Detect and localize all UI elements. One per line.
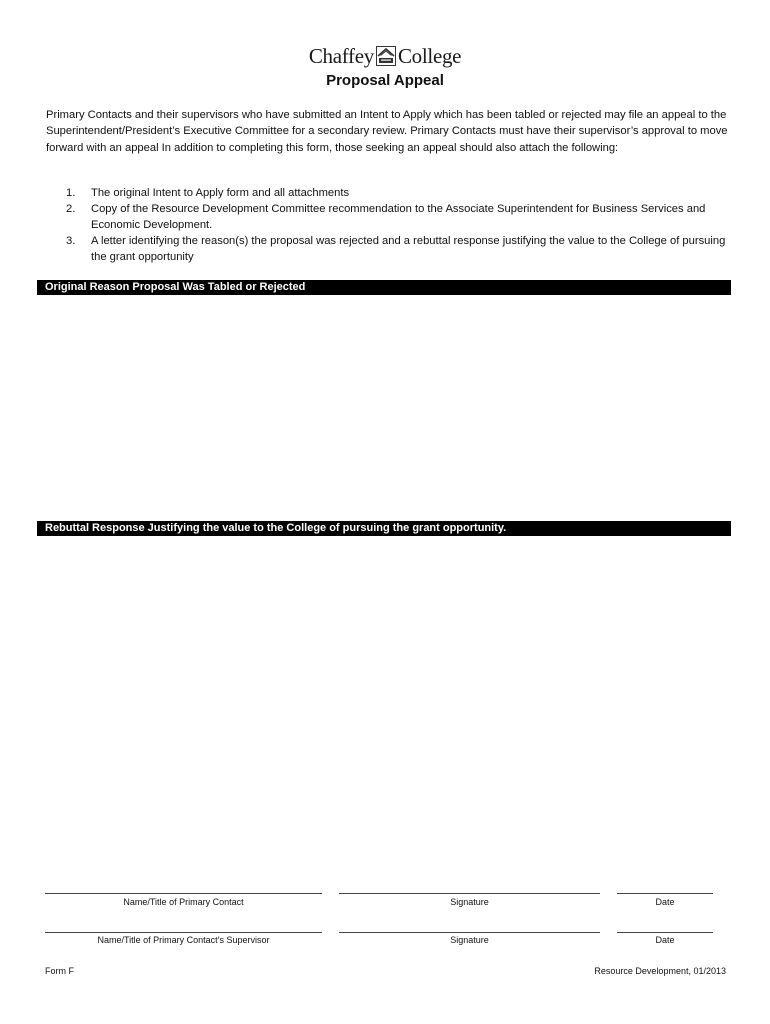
revision-info: Resource Development, 01/2013 bbox=[594, 966, 726, 976]
list-number: 3. bbox=[66, 235, 76, 247]
intro-paragraph: Primary Contacts and their supervisors who have submitted an Intent to Apply which has been tabled or rejected may file an appeal to the Superintendent/President’s Executive Committee for a secondary review. Primary Contacts must have their supervisor’s approval to move forward with an appeal In addition to completing this form, those seeking an appeal should also attach the following: bbox=[46, 109, 728, 154]
logo-text-left: Chaffey bbox=[308, 44, 374, 68]
supervisor-signature-label: Signature bbox=[450, 935, 489, 945]
section-header-original-reason: Original Reason Proposal Was Tabled or Rejected bbox=[37, 280, 731, 295]
page-title: Proposal Appeal bbox=[326, 72, 444, 89]
primary-contact-signature-line[interactable] bbox=[339, 893, 600, 894]
supervisor-date-line[interactable] bbox=[617, 932, 713, 933]
primary-contact-name-line[interactable] bbox=[45, 893, 322, 894]
list-item bbox=[46, 233, 736, 265]
list-item bbox=[46, 201, 736, 233]
supervisor-name-line[interactable] bbox=[45, 932, 322, 933]
house-emblem-icon bbox=[376, 46, 396, 71]
supervisor-signature-line[interactable] bbox=[339, 932, 600, 933]
supervisor-name-label: Name/Title of Primary Contact’s Supervisor bbox=[97, 935, 270, 945]
requirements-list bbox=[46, 185, 736, 265]
college-logo bbox=[0, 44, 770, 71]
rebuttal-response-text-area[interactable] bbox=[37, 537, 731, 877]
list-number: 1. bbox=[66, 187, 76, 199]
list-item-text: Copy of the Resource Development Committee recommendation to the Associate Superintendent for Business Services and Economic Development. bbox=[91, 203, 706, 231]
list-number: 2. bbox=[66, 203, 76, 215]
supervisor-date-label: Date bbox=[655, 935, 675, 945]
primary-contact-date-label: Date bbox=[655, 897, 675, 907]
primary-contact-signature-label: Signature bbox=[450, 897, 489, 907]
list-item-text: A letter identifying the reason(s) the proposal was rejected and a rebuttal response justifying the value to the College of pursuing the grant opportunity bbox=[91, 235, 726, 263]
original-reason-text-area[interactable] bbox=[37, 296, 731, 518]
section-header-rebuttal-response: Rebuttal Response Justifying the value to the College of pursuing the grant opportunity. bbox=[37, 521, 731, 536]
primary-contact-date-line[interactable] bbox=[617, 893, 713, 894]
form-id: Form F bbox=[45, 966, 74, 976]
logo-text-right: College bbox=[397, 44, 462, 68]
list-item bbox=[46, 185, 736, 201]
list-item-text: The original Intent to Apply form and all attachments bbox=[91, 187, 350, 199]
primary-contact-name-label: Name/Title of Primary Contact bbox=[123, 897, 244, 907]
